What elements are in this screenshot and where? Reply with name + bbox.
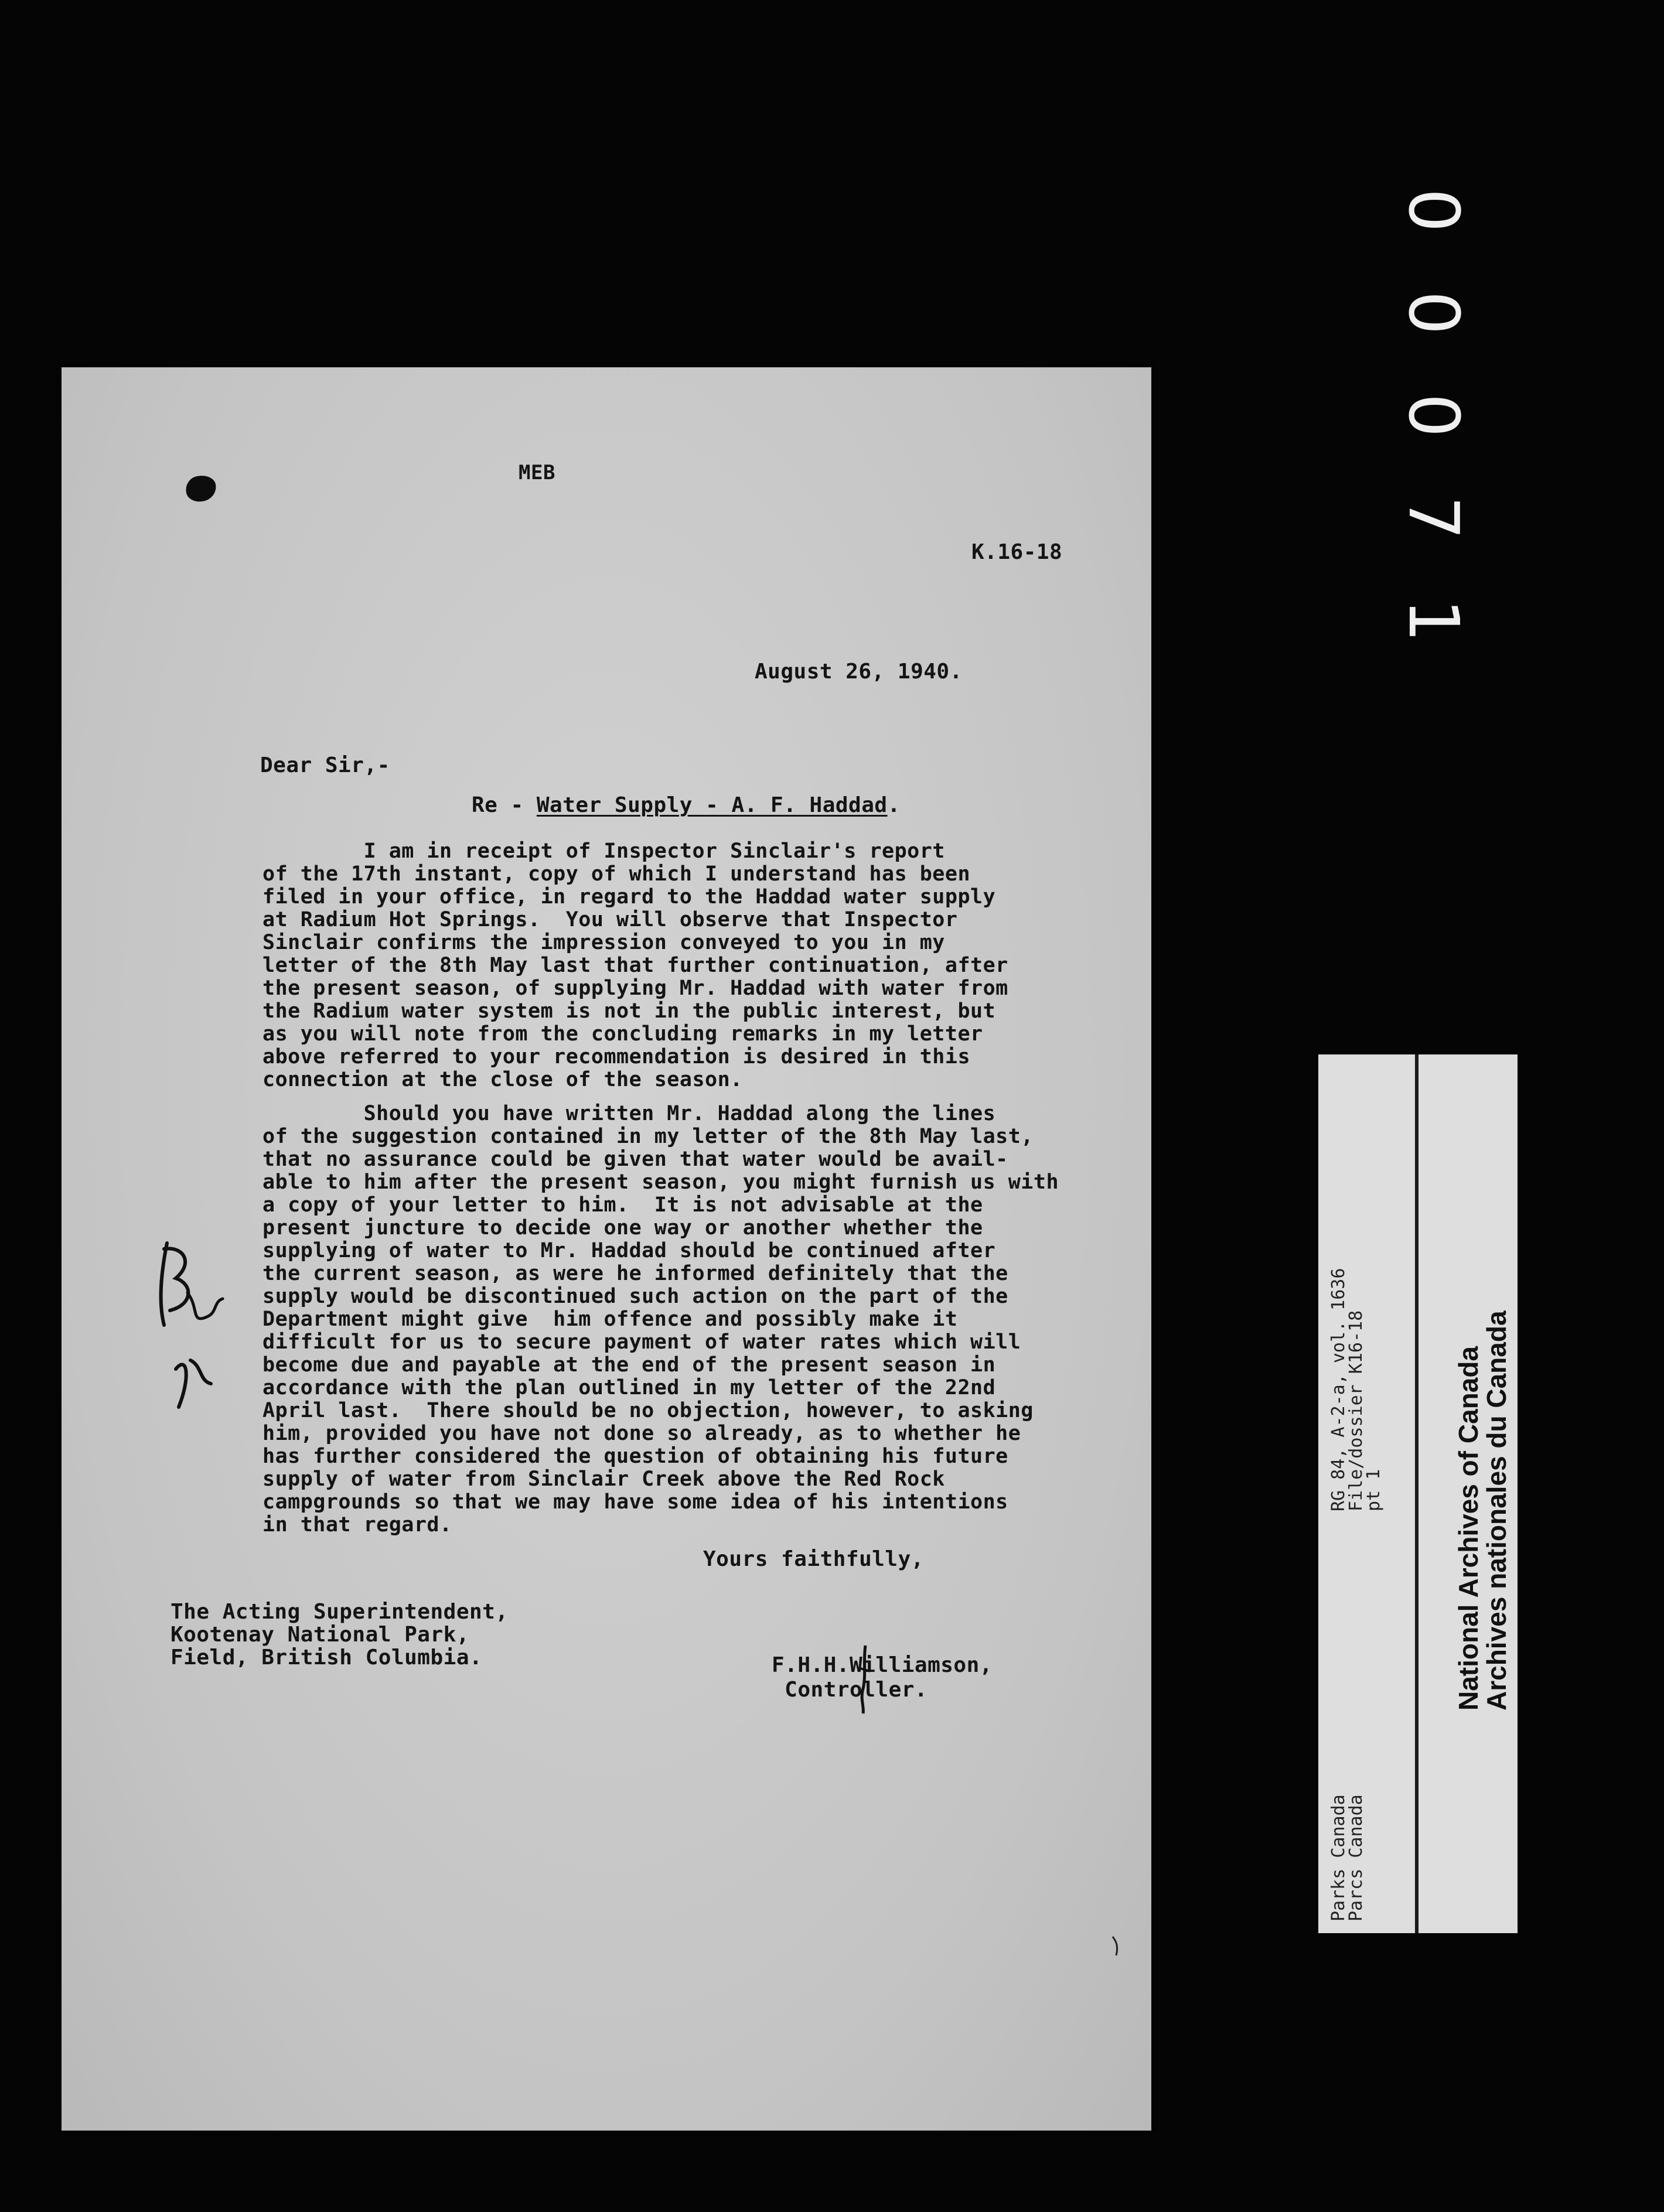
ink-blot (183, 473, 219, 504)
body-paragraph-1: I am in receipt of Inspector Sinclair's report of the 17th instant, copy of which I understand has been filed in your office, in regard to the Haddad water supply at Radium Hot Springs. You will observe that Inspector Sinclair confirms the impression conveyed to you in my letter of the 8th May last that further continuation, after the present season, of supplying Mr. Haddad with water from the Radium water system is not in the public interest, but as you will note from the concluding remarks in my letter above referred to your recommendation is desired in this connection at the close of the season. (262, 839, 1008, 1091)
pencil-tick-mark (1110, 1934, 1122, 1958)
reference-line-1: RG 84, A-2-a, vol. 1636 (1328, 1268, 1349, 1511)
agency-fr: Parcs Canada (1346, 1794, 1366, 1921)
reference-line-2: File/dossier K16-18 (1346, 1310, 1366, 1511)
institution-fr: Archives nationales du Canada (1481, 1310, 1512, 1711)
microfilm-frame-number (1390, 176, 1478, 680)
letter-date: August 26, 1940. (755, 660, 963, 684)
frame-digit-5: 1 (1393, 598, 1474, 643)
typed-letter (62, 367, 1151, 2131)
label-divider (1415, 1054, 1419, 1933)
frame-digit-1: 0 (1393, 188, 1474, 233)
archive-label (1318, 1054, 1518, 1933)
frame-digit-4: 7 (1393, 496, 1474, 540)
body-paragraph-2: Should you have written Mr. Haddad along the lines of the suggestion contained in my letter of the 8th May last, that no assurance could be given that water would be avail- able to him after the present season, you might furnish us with a copy of your letter to him. It is not advisable at the present juncture to decide one way or another whether the supplying of water to Mr. Haddad should be continued after the current season, as were he informed definitely that the supply would be discontinued such action on the part of the Department might give him offence and possibly make it difficult for us to secure payment of water rates which will become due and payable at the end of the present season in accordance with the plan outlined in my letter of the 22nd April last. There should be no objection, however, to asking him, provided you have not done so already, as to whether he has further considered the question of obtaining his future supply of water from Sinclair Creek above the Red Rock campgrounds so that we may have some idea of his intentions in that regard. (262, 1102, 1059, 1537)
frame-digit-3: 0 (1393, 393, 1474, 438)
recipient-address: The Acting Superintendent, Kootenay National Park, Field, British Columbia. (171, 1600, 509, 1670)
handwritten-margin-note (144, 1237, 237, 1419)
complimentary-close: Yours faithfully, (703, 1547, 924, 1571)
typist-initials: MEB (519, 461, 555, 484)
salutation: Dear Sir,- (260, 753, 390, 777)
signature-block: F.H.H.Williamson, Controller. (772, 1653, 993, 1702)
label-institution-text (1454, 1310, 1510, 1711)
agency-en: Parks Canada (1328, 1794, 1349, 1921)
subject-line (472, 794, 901, 817)
signature-pen-stroke (853, 1644, 876, 1715)
frame-digit-2: 0 (1393, 291, 1474, 335)
reference-line-3: pt 1 (1363, 1469, 1384, 1511)
file-reference: K.16-18 (971, 540, 1063, 564)
subject-suffix: . (887, 793, 901, 817)
subject-prefix: Re - (472, 793, 537, 817)
label-reference-text (1330, 1268, 1383, 1921)
institution-en: National Archives of Canada (1453, 1346, 1484, 1711)
subject-text: Water Supply - A. F. Haddad (536, 793, 888, 817)
